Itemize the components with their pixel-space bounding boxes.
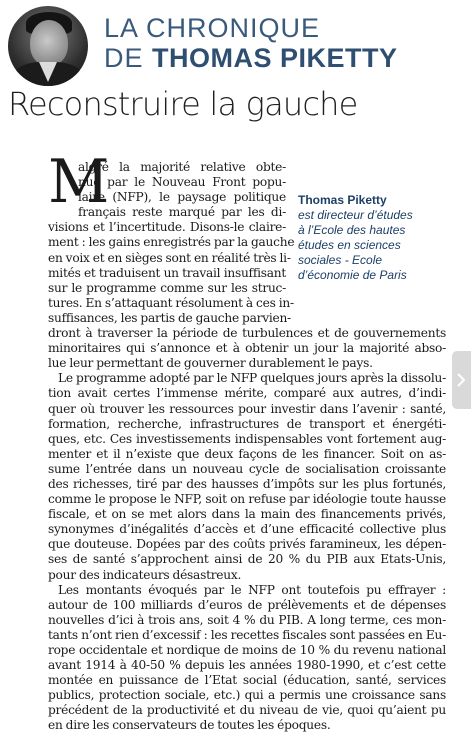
text-line: ment : les gains enregistrés par la gauche: [48, 235, 295, 250]
text-line: précédent de la productivité et du niveau de vie, quoi qu’aient pu: [48, 703, 446, 718]
kicker-prefix: DE: [104, 43, 144, 73]
column-kicker: LA CHRONIQUE: [104, 13, 321, 43]
text-line: sur le programme comme sur les struc-: [48, 280, 286, 295]
text-line: avant 1914 à 40-50 % depuis les années 1980-1990, et c’est cette: [48, 658, 446, 673]
text-line: rope occidentale et nordique de moins de 10 % du revenu national: [48, 643, 446, 657]
text-line: tures. En s’attaquant résolument à ces in-: [48, 295, 294, 310]
text-line: nouvelles d’ici à trois ans, soit 4 % du PIB. A long terme, ces mon-: [48, 612, 446, 627]
text-line: nue par le Nouveau Front popu-: [78, 175, 286, 190]
text-line: fiscale, et on se met alors dans la main des financements privés,: [48, 507, 446, 522]
next-page-button[interactable]: [452, 351, 471, 409]
byline-bio: est directeur d’études à l’Ecole des hautes études en sciences sociales - Ecole d’économie de Paris: [298, 208, 413, 282]
text-line: sume l’entrée dans un nouveau cycle de socialisation croissante: [48, 461, 446, 476]
text-line: que douteuse. Dopées par des coûts privés faramineux, les dépen-: [48, 537, 446, 552]
text-line: dront à traverser la période de turbulences et de gouvernements: [48, 326, 446, 341]
text-line: synonymes d’inégalités d’accès et d’une efficacité collective plus: [48, 522, 446, 537]
article-body: [48, 160, 446, 734]
column-author-line: [104, 44, 398, 72]
text-line: publics, protection sociale, etc.) qui a permis une croissance sans: [48, 688, 446, 703]
text-line: minoritaires qui s’annonce et à obtenir un jour la majorité abso-: [48, 341, 446, 356]
text-line: montée en puissance de l’Etat social (éducation, santé, services: [48, 673, 446, 688]
text-line: autour de 100 milliards d’euros de prélèvements et de dépenses: [48, 597, 446, 612]
text-line: lue leur permettant de gouverner durablement le pays.: [48, 356, 373, 371]
text-line: ses de santé s’approchent ainsi de 20 % du PIB aux Etats-Unis,: [48, 552, 446, 567]
text-line: comme le propose le NFP, soit on refuse par idéologie toute hausse: [48, 492, 446, 507]
text-line: formation, recherche, infrastructures de transport et énergéti-: [48, 416, 446, 431]
kicker-author-name: THOMAS PIKETTY: [152, 43, 398, 73]
byline-author: Thomas Piketty: [298, 193, 387, 207]
drop-cap: M: [48, 147, 110, 217]
text-line: tants n’ont rien d’excessif : les recettes fiscales sont passées en Eu-: [48, 627, 446, 642]
text-line: Le programme adopté par le NFP quelques jours après la dissolu-: [58, 371, 446, 386]
text-line: mités et traduisent un travail insuffisant: [48, 265, 286, 280]
text-line: ques, etc. Ces investissements indispensables vont fortement aug-: [48, 431, 446, 446]
text-line: en dire les conservateurs de toutes les époques.: [48, 718, 331, 733]
text-line: Les montants évoqués par le NFP ont toutefois pu effrayer :: [58, 582, 446, 597]
article-headline: Reconstruire la gauche: [8, 85, 358, 123]
text-line: en voix et en sièges sont en réalité très li-: [48, 250, 291, 265]
text-line: visions et l’incertitude. Disons-le claire-: [48, 220, 286, 235]
text-line: suffisances, les partis de gauche parvien-: [48, 310, 291, 325]
text-line: algré la majorité relative obte-: [78, 160, 286, 174]
text-line: laire (NFP), le paysage politique: [78, 190, 286, 205]
text-line: des richesses, tiré par des hausses d’impôts sur les plus fortunés,: [48, 476, 446, 491]
text-line: tion avait certes l’immense mérite, comparé aux autres, d’indi-: [48, 386, 446, 401]
author-portrait: [8, 6, 88, 86]
text-line: quer où trouver les ressources pour investir dans l’avenir : santé,: [48, 401, 446, 416]
chevron-right-icon: [457, 373, 466, 387]
text-line: pour des indicateurs désastreux.: [48, 567, 242, 582]
text-line: menter et il n’existe que deux façons de les financer. Soit on as-: [48, 446, 446, 461]
text-line: français reste marqué par les di-: [78, 205, 286, 220]
